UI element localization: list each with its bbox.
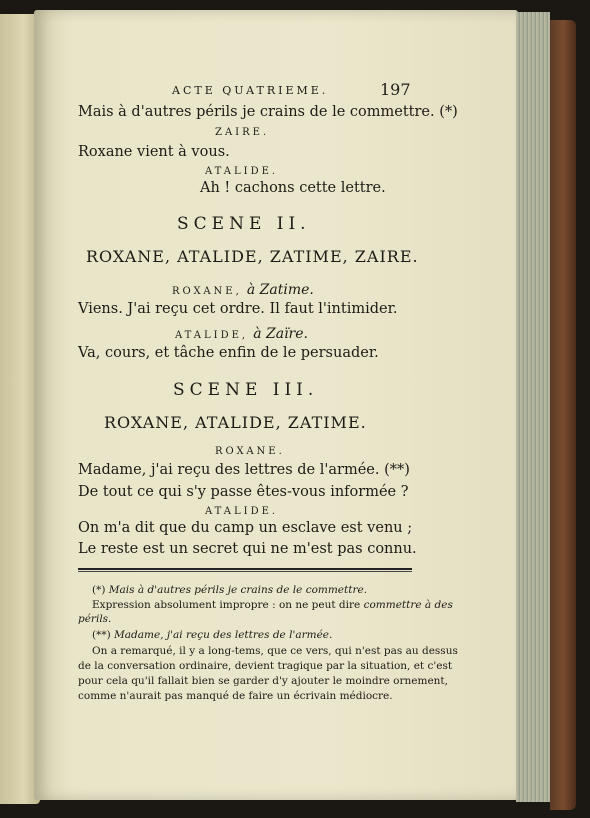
speaker-label: ATALIDE, — [175, 330, 249, 341]
speaker-label: ATALIDE. — [205, 166, 279, 177]
stage-direction: à Zatime. — [246, 282, 314, 298]
verse-line: Va, cours, et tâche enfin de le persuader. — [78, 345, 379, 361]
footnote-1-text — [92, 599, 453, 611]
footnote-1-heading — [92, 584, 367, 596]
speaker-with-direction — [175, 323, 308, 342]
footnote-text: Expression absolument impropre : on ne peut dire — [92, 599, 361, 611]
cast-list: ROXANE, ATALIDE, ZATIME. — [104, 413, 367, 432]
footnote-rule-thin — [78, 571, 412, 572]
scene-heading: SCENE III. — [173, 380, 319, 400]
footnote-2-line: On a remarqué, il y a long-tems, que ce vers, qui n'est pas au dessus — [92, 645, 458, 657]
page-number: 197 — [380, 80, 411, 99]
footnote-mark: (*) — [92, 584, 106, 596]
speaker-label: ROXANE. — [215, 446, 285, 457]
verse-line: Viens. J'ai reçu cet ordre. Il faut l'intimider. — [78, 301, 398, 317]
page-block-edges — [516, 12, 550, 802]
book-cover — [550, 20, 576, 810]
footnote-2-line: de la conversation ordinaire, devient tragique par la situation, et c'est — [78, 660, 453, 672]
footnote-quote: Madame, j'ai reçu des lettres de l'armée. — [114, 629, 333, 641]
verse-line: De tout ce qui s'y passe êtes-vous informée ? — [78, 484, 409, 500]
footnote-1-continuation: périls. — [78, 613, 112, 625]
footnote-2-heading — [92, 629, 332, 641]
speaker-with-direction — [172, 279, 314, 298]
footnote-2-line: comme n'aurait pas manqué de faire un écrivain médiocre. — [78, 690, 393, 702]
scene-heading: SCENE II. — [177, 214, 311, 234]
footnote-quote: Mais à d'autres périls je crains de le commettre. — [108, 584, 368, 596]
footnote-text-italic: commettre à des — [363, 599, 453, 611]
verse-line: Le reste est un secret qui ne m'est pas connu. — [78, 541, 417, 557]
stage-direction: à Zaïre. — [253, 326, 308, 342]
speaker-label: ZAIRE. — [215, 127, 270, 138]
verse-line: Ah ! cachons cette lettre. — [200, 180, 386, 196]
footnote-mark: (**) — [92, 629, 111, 641]
verse-line: Mais à d'autres périls je crains de le commettre. (*) — [78, 104, 458, 120]
running-title: ACTE QUATRIEME. — [172, 84, 329, 97]
speaker-label: ROXANE, — [172, 286, 242, 297]
footnote-2-line: pour cela qu'il fallait bien se garder d'y ajouter le moindre ornement, — [78, 675, 448, 687]
cast-list: ROXANE, ATALIDE, ZATIME, ZAIRE. — [86, 247, 419, 266]
verse-line: Madame, j'ai reçu des lettres de l'armée. (**) — [78, 462, 410, 478]
verse-line: On m'a dit que du camp un esclave est venu ; — [78, 520, 413, 536]
footnote-rule — [78, 568, 412, 570]
verse-line: Roxane vient à vous. — [78, 144, 230, 160]
speaker-label: ATALIDE. — [205, 506, 279, 517]
